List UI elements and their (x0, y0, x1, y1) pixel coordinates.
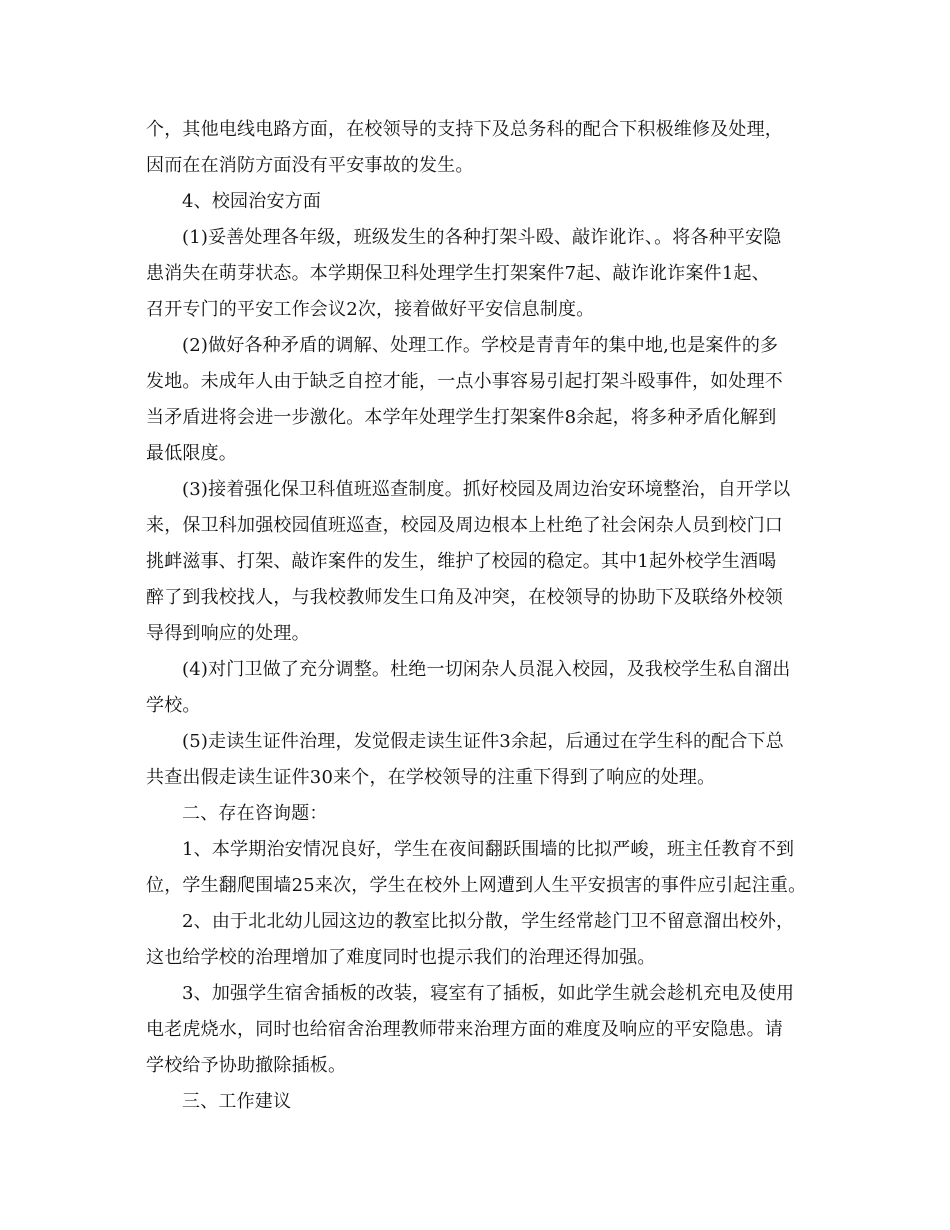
text-line: 2、由于北北幼儿园这边的教室比拟分散，学生经常趁门卫不留意溜出校外， (182, 911, 795, 932)
text-line: 来，保卫科加强校园值班巡查，校园及周边根本上杜绝了社会闲杂人员到校门口 (146, 515, 783, 536)
text-line: (3)接着强化保卫科值班巡查制度。抓好校园及周边治安环境整治，自开学以 (182, 479, 791, 500)
text-line: (2)做好各种矛盾的调解、处理工作。学校是青青年的集中地,也是案件的多 (182, 335, 779, 356)
text-line: 导得到响应的处理。 (146, 623, 310, 644)
text-line: 位，学生翻爬围墙25来次，学生在校外上网遭到人生平安损害的事件应引起注重。 (146, 875, 807, 896)
text-line: 4、校园治安方面 (182, 191, 322, 212)
text-line: (1)妥善处理各年级，班级发生的各种打架斗殴、敲诈讹诈、。将各种平安隐 (182, 227, 782, 248)
text-line: 这也给学校的治理增加了难度同时也提示我们的治理还得加强。 (146, 947, 656, 968)
text-line: 二、存在咨询题： (182, 803, 328, 824)
text-line: 因而在在消防方面没有平安事故的发生。 (146, 155, 474, 176)
text-line: 发地。未成年人由于缺乏自控才能，一点小事容易引起打架斗殴事件，如处理不 (146, 371, 783, 392)
text-line: 3、加强学生宿舍插板的改装，寝室有了插板，如此学生就会趁机充电及使用 (182, 983, 795, 1004)
text-line: 学校。 (146, 695, 201, 716)
text-line: 学校给予协助撤除插板。 (146, 1055, 347, 1076)
text-line: 患消失在萌芽状态。本学期保卫科处理学生打架案件7起、敲诈讹诈案件1起、 (146, 263, 770, 284)
text-line: 1、本学期治安情况良好，学生在夜间翻跃围墙的比拟严峻，班主任教育不到 (182, 839, 795, 860)
text-line: (5)走读生证件治理，发觉假走读生证件3余起，后通过在学生科的配合下总 (182, 731, 784, 752)
document-body (146, 112, 816, 1120)
text-line: 挑衅滋事、打架、敲诈案件的发生，维护了校园的稳定。其中1起外校学生酒喝 (146, 551, 777, 572)
text-line: 当矛盾进将会进一步激化。本学年处理学生打架案件8余起，将多种矛盾化解到 (146, 407, 777, 428)
text-line: (4)对门卫做了充分调整。杜绝一切闲杂人员混入校园，及我校学生私自溜出 (182, 659, 791, 680)
text-line: 三、工作建议 (182, 1091, 292, 1112)
text-line: 个，其他电线电路方面，在校领导的支持下及总务科的配合下积极维修及处理， (146, 119, 783, 140)
text-line: 召开专门的平安工作会议2次，接着做好平安信息制度。 (146, 299, 595, 320)
text-line: 共查出假走读生证件30来个，在学校领导的注重下得到了响应的处理。 (146, 767, 716, 788)
text-line: 电老虎烧水，同时也给宿舍治理教师带来治理方面的难度及响应的平安隐患。请 (146, 1019, 783, 1040)
text-line: 最低限度。 (146, 443, 237, 464)
text-line: 醉了到我校找人，与我校教师发生口角及冲突，在校领导的协助下及联络外校领 (146, 587, 783, 608)
